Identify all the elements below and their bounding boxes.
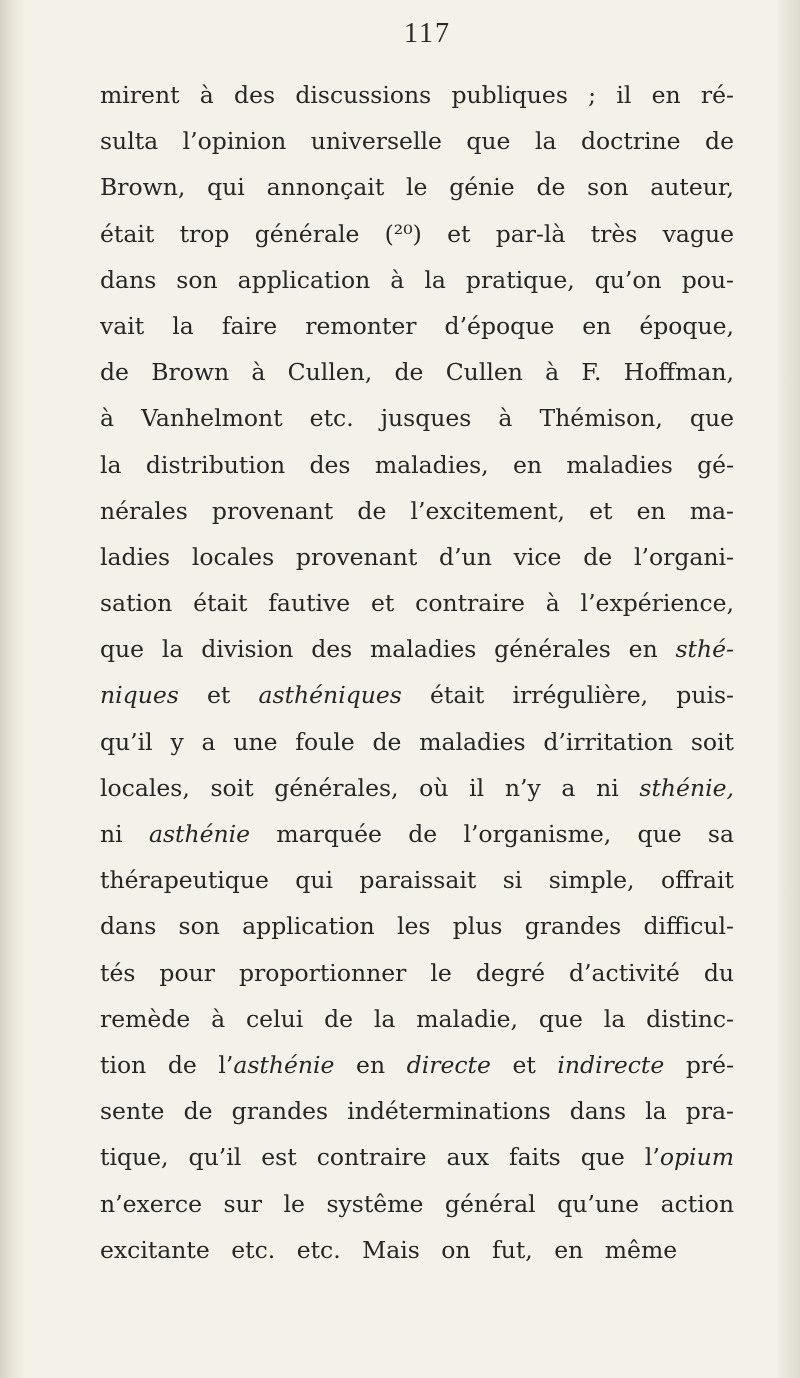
text-line (100, 257, 734, 303)
text-line (100, 303, 734, 349)
text-line (100, 1042, 734, 1088)
text-run: sente de grandes indéterminations dans la pra- (100, 1097, 734, 1126)
text-run: locales, soit générales, où il n’y a ni (100, 773, 640, 802)
text-run: qu’il y a une foule de maladies d’irritation soit (100, 727, 734, 756)
text-line (100, 1134, 734, 1180)
text-line (100, 442, 734, 488)
text-line (100, 580, 734, 626)
text-line (100, 765, 734, 811)
text-line (100, 903, 734, 949)
text-line (100, 395, 734, 441)
text-run: nérales provenant de l’excitement, et en ma- (100, 496, 734, 525)
page-edge-shadow (778, 0, 800, 1378)
text-line (100, 164, 734, 210)
italic-text-run: opium (659, 1143, 734, 1172)
italic-text-run: niques (100, 681, 179, 710)
text-run: de Brown à Cullen, de Cullen à F. Hoffman, (100, 358, 734, 387)
italic-text-run: indirecte (557, 1050, 665, 1079)
body-text (100, 72, 734, 1273)
page-number: 117 (404, 18, 451, 49)
text-line (100, 1181, 734, 1227)
text-run: à Vanhelmont etc. jusques à Thémison, que (100, 404, 734, 433)
text-line (100, 488, 734, 534)
text-line (100, 349, 734, 395)
page-gutter-shadow (0, 0, 24, 1378)
text-line (100, 672, 734, 718)
text-run: n’exerce sur le systême général qu’une action (100, 1189, 734, 1218)
text-line (100, 72, 734, 118)
text-run: marquée de l’organisme, que sa (250, 820, 734, 848)
italic-text-run: directe (406, 1050, 491, 1079)
text-run: en (334, 1050, 407, 1079)
text-run: était irrégulière, puis- (401, 681, 734, 710)
italic-text-run: sthénie, (639, 773, 734, 802)
text-run: ladies locales provenant d’un vice de l’organi- (100, 542, 734, 571)
text-run: dans son application les plus grandes difficul- (100, 912, 734, 941)
text-run: dans son application à la pratique, qu’on pou- (100, 265, 734, 294)
text-line (100, 950, 734, 996)
text-run: la distribution des maladies, en maladies gé- (100, 450, 734, 479)
text-line (100, 118, 734, 164)
text-line (100, 1227, 734, 1273)
text-run: tique, qu’il est contraire aux faits que l’ (100, 1143, 660, 1172)
text-line (100, 1088, 734, 1134)
text-run: ni (100, 820, 149, 848)
italic-text-run: asthénie (148, 820, 251, 848)
italic-text-run: asthénie (233, 1050, 335, 1079)
italic-text-run: sthé- (675, 635, 734, 664)
text-run: et (490, 1050, 558, 1079)
text-run: tion de l’ (100, 1050, 234, 1079)
text-run: et (178, 681, 259, 710)
text-run: tés pour proportionner le degré d’activité du (100, 958, 734, 987)
text-run: remède à celui de la maladie, que la distinc- (100, 1004, 734, 1033)
text-run: mirent à des discussions publiques ; il en ré- (100, 81, 734, 109)
text-run: Brown, qui annonçait le génie de son auteur, (100, 173, 734, 202)
text-run: vait la faire remonter d’époque en époque, (100, 311, 734, 340)
text-run: excitante etc. etc. Mais on fut, en même (100, 1235, 678, 1264)
text-line (100, 211, 734, 257)
text-line (100, 719, 734, 765)
text-run: était trop générale (²⁰) et par-là très vague (100, 219, 734, 248)
text-run: sation était fautive et contraire à l’expérience, (100, 589, 734, 618)
text-line (100, 534, 734, 580)
text-run: pré- (664, 1050, 734, 1079)
text-run: sulta l’opinion universelle que la doctrine de (100, 127, 734, 156)
text-run: thérapeutique qui paraissait si simple, offrait (100, 866, 734, 895)
text-line (100, 857, 734, 903)
italic-text-run: asthéniques (258, 681, 402, 710)
text-line (100, 996, 734, 1042)
text-run: que la division des maladies générales en (100, 635, 676, 664)
text-line (100, 626, 734, 672)
text-line (100, 811, 734, 857)
